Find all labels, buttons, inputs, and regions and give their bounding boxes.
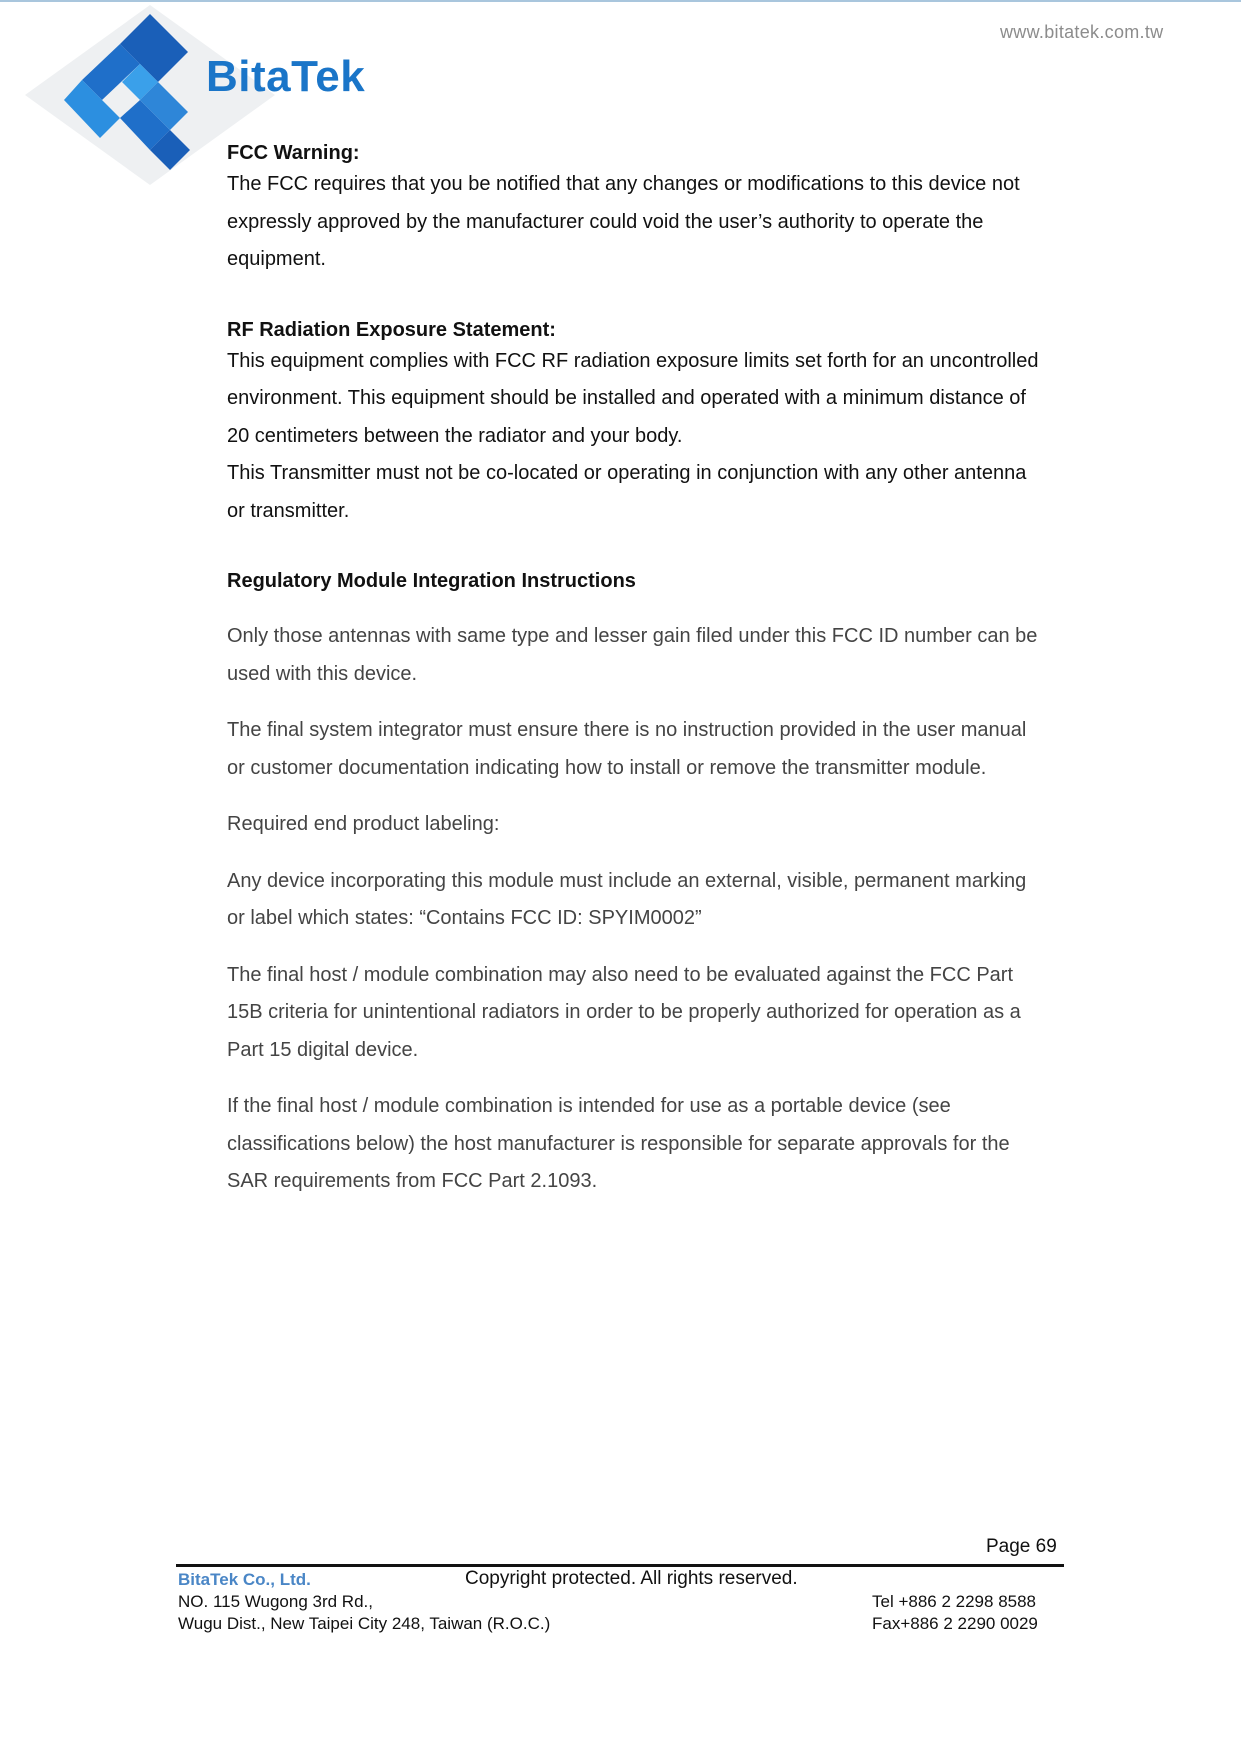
integration-line: 15B criteria for unintentional radiators in order to be properly authorized for operation as a <box>227 1001 1021 1023</box>
rf-exposure-line: This equipment complies with FCC RF radiation exposure limits set forth for an uncontrolled <box>227 349 1039 372</box>
integration-line: Only those antennas with same type and lesser gain filed under this FCC ID number can be <box>227 625 1038 647</box>
main-content <box>227 140 1067 1201</box>
integration-line: If the final host / module combination is intended for use as a portable device (see <box>227 1095 951 1117</box>
page-number: Page 69 <box>986 1536 1057 1557</box>
rf-exposure-line: environment. This equipment should be installed and operated with a minimum distance of <box>227 387 1026 409</box>
integration-line: Part 15 digital device. <box>227 1038 419 1061</box>
footer-copyright: Copyright protected. All rights reserved. <box>465 1568 798 1589</box>
fcc-warning-line: The FCC requires that you be notified that any changes or modifications to this device not <box>227 173 1020 195</box>
integration-heading: Regulatory Module Integration Instructions <box>227 570 636 592</box>
integration-line: Required end product labeling: <box>227 813 500 835</box>
integration-line: or label which states: “Contains FCC ID: SPYIM0002” <box>227 907 702 929</box>
footer-company: BitaTek Co., Ltd. <box>178 1570 311 1589</box>
footer-telephone: Tel +886 2 2298 8588 <box>872 1592 1037 1611</box>
footer-address-line2: Wugu Dist., New Taipei City 248, Taiwan (R.O.C.) <box>178 1614 551 1633</box>
integration-line: The final host / module combination may also need to be evaluated against the FCC Part <box>227 963 1014 986</box>
website-url[interactable]: www.bitatek.com.tw <box>1000 22 1164 42</box>
fcc-warning-line: expressly approved by the manufacturer could void the user’s authority to operate the <box>227 210 984 233</box>
footer-address-line1: NO. 115 Wugong 3rd Rd., <box>178 1592 373 1611</box>
rf-exposure-heading: RF Radiation Exposure Statement: <box>227 318 556 341</box>
integration-line: or customer documentation indicating how to install or remove the transmitter module. <box>227 756 987 779</box>
integration-line: The final system integrator must ensure there is no instruction provided in the user manual <box>227 719 1027 741</box>
footer-divider <box>176 1564 1064 1567</box>
fcc-warning-line: equipment. <box>227 248 326 270</box>
fcc-warning-heading: FCC Warning: <box>227 142 360 164</box>
integration-line: SAR requirements from FCC Part 2.1093. <box>227 1170 598 1192</box>
rf-exposure-line: or transmitter. <box>227 499 350 522</box>
integration-line: Any device incorporating this module must include an external, visible, permanent marking <box>227 869 1027 892</box>
integration-line: classifications below) the host manufacturer is responsible for separate approvals for the <box>227 1132 1010 1155</box>
logo-text: BitaTek <box>206 52 366 101</box>
footer-fax: Fax+886 2 2290 0029 <box>872 1614 1038 1633</box>
rf-exposure-line: 20 centimeters between the radiator and your body. <box>227 424 683 447</box>
integration-line: used with this device. <box>227 662 418 685</box>
rf-exposure-line: This Transmitter must not be co-located or operating in conjunction with any other antenna <box>227 462 1027 484</box>
